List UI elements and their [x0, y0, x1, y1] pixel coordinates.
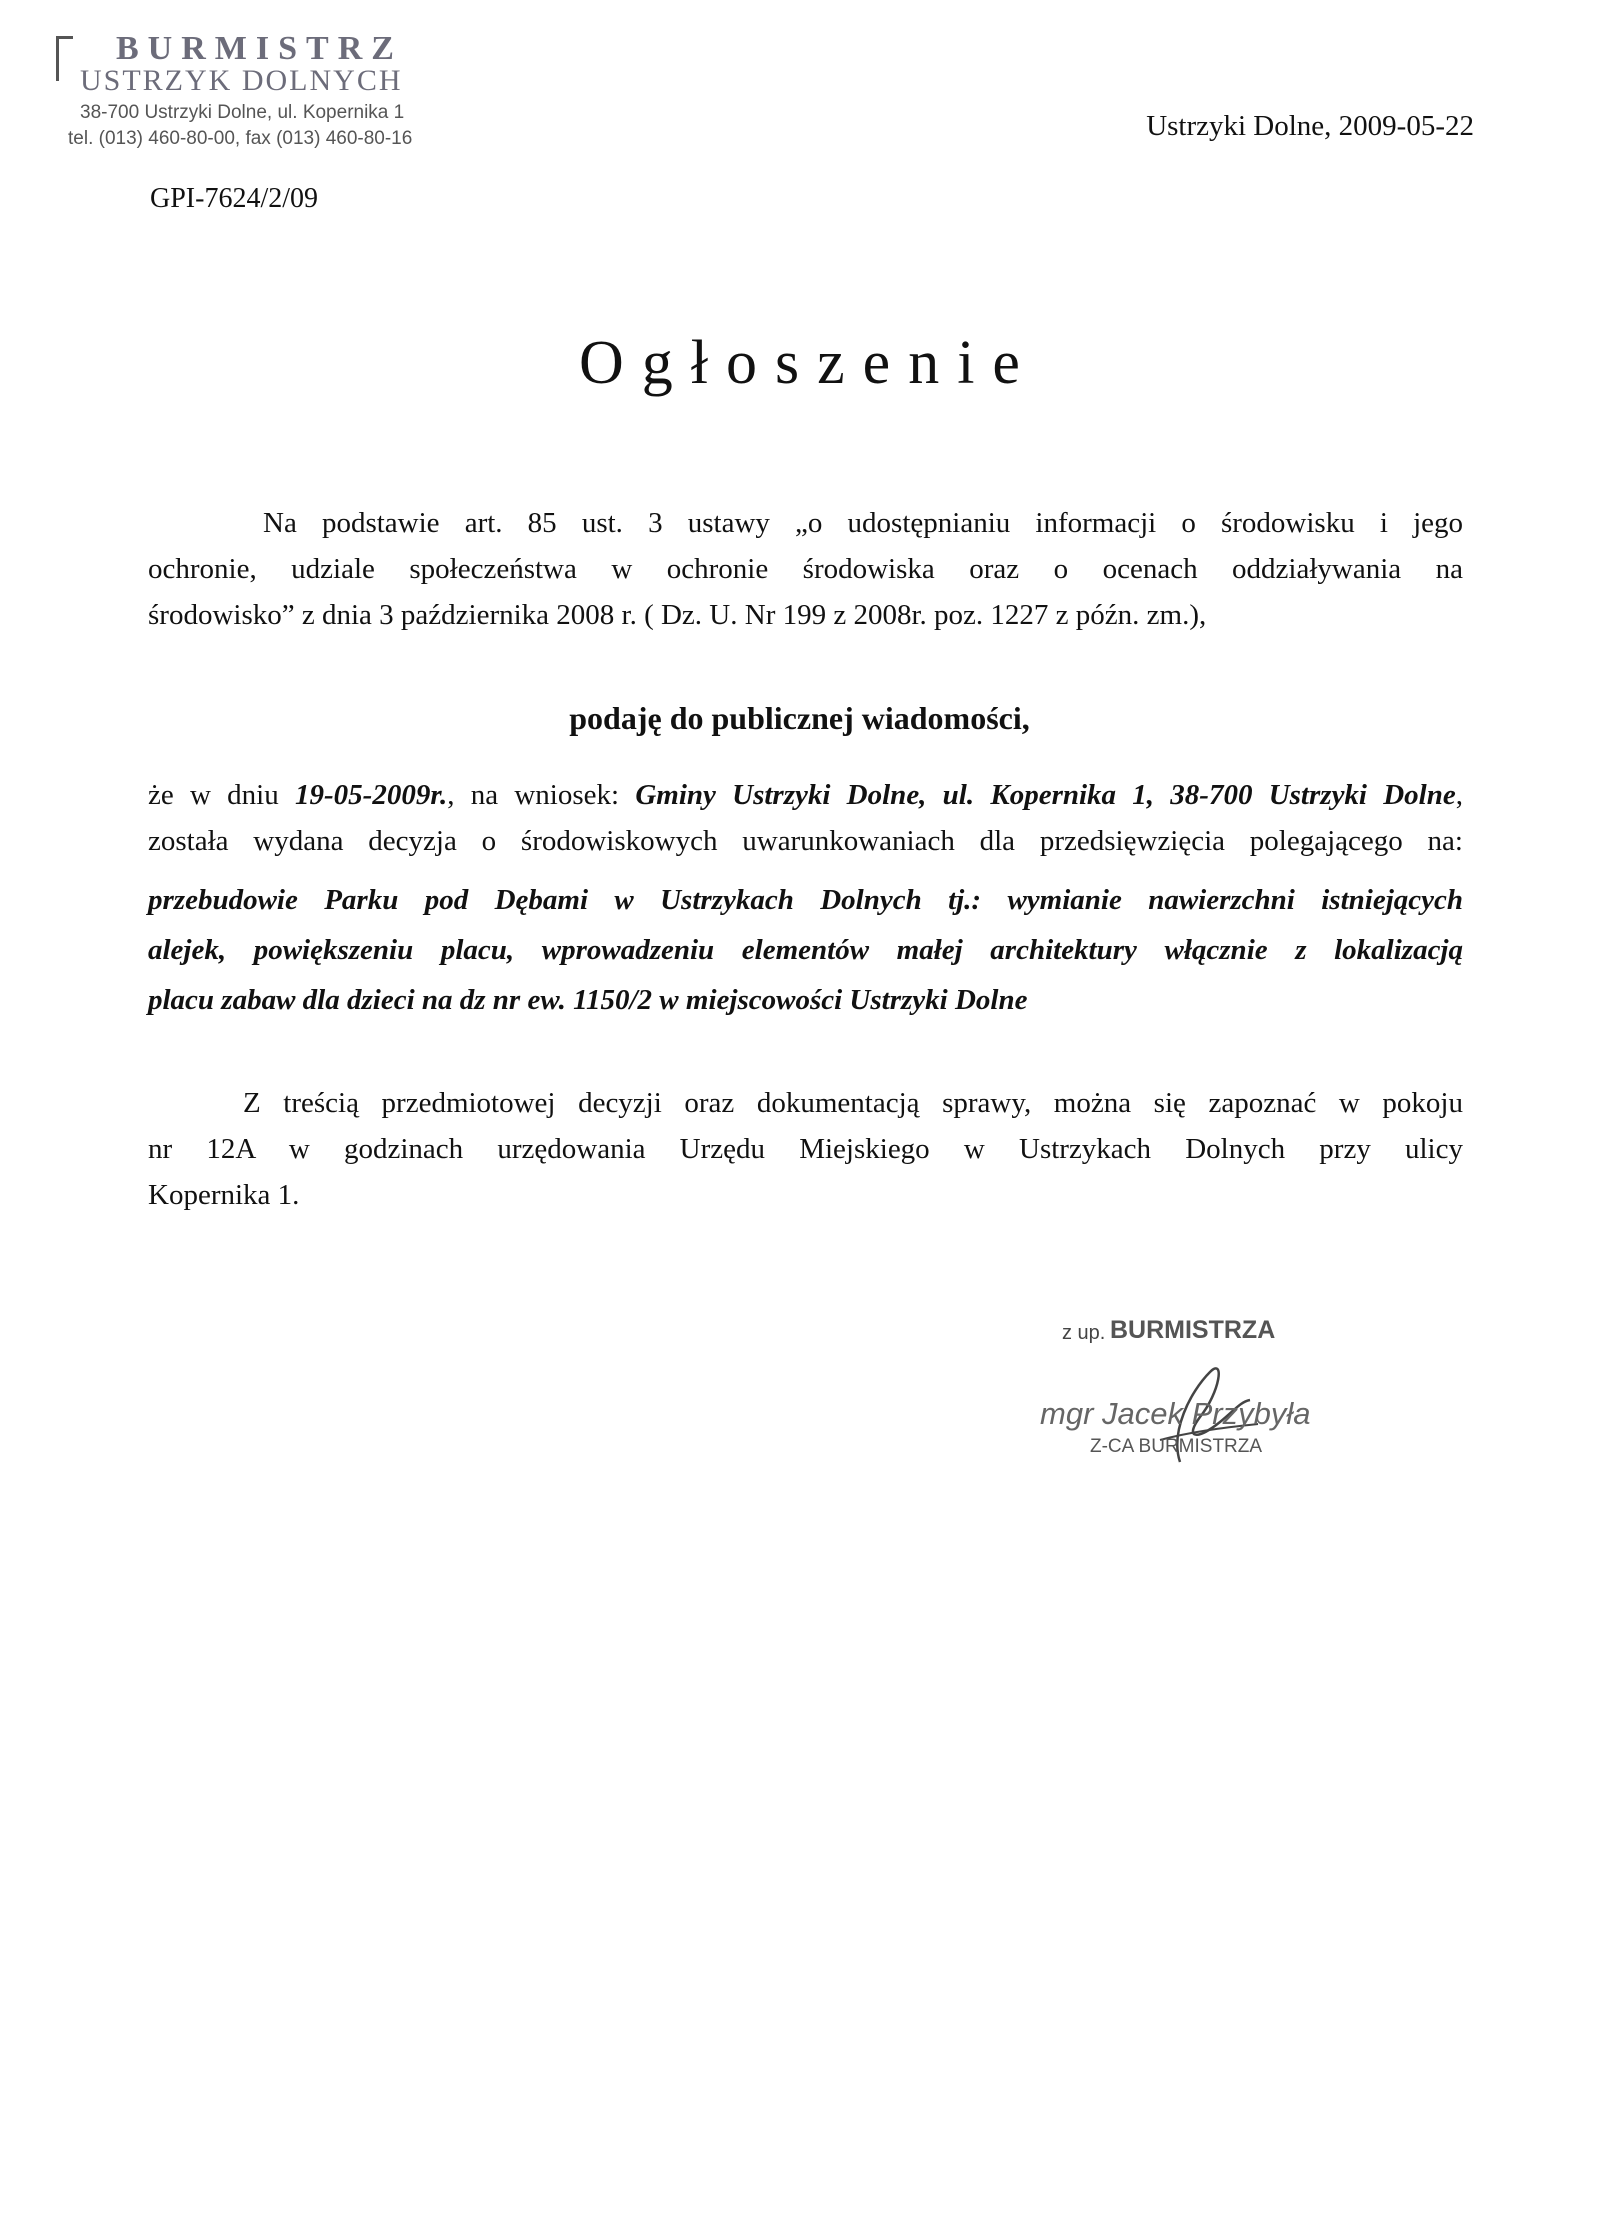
paragraph-line: Kopernika 1. — [148, 1179, 300, 1211]
stamp-office: USTRZYK DOLNYCH — [80, 64, 403, 97]
stamp-phone: tel. (013) 460-80-00, fax (013) 460-80-16 — [68, 128, 413, 149]
paragraph-line: nr 12A w godzinach urzędowania Urzędu Miejskiego w Ustrzykach Dolnych przy ulicy — [148, 1133, 1463, 1165]
signature-prefix: z up. — [1062, 1322, 1106, 1344]
document-title: Ogłoszenie — [579, 329, 1038, 397]
decision-prefix: że w dniu — [148, 779, 295, 811]
decision-suffix: , — [1455, 779, 1463, 811]
reference-number: GPI-7624/2/09 — [150, 183, 318, 214]
signatory-position: Z-CA BURMISTRZA — [1090, 1436, 1263, 1457]
paragraph-line: placu zabaw dla dzieci na dz nr ew. 1150/2 w miejscowości Ustrzyki Dolne — [148, 984, 1028, 1016]
announcement-heading: podaję do publicznej wiadomości, — [569, 700, 1030, 736]
applicant: Gminy Ustrzyki Dolne, ul. Kopernika 1, 38-700 Ustrzyki Dolne — [635, 779, 1456, 811]
paragraph-line: przebudowie Parku pod Dębami w Ustrzykach Dolnych tj.: wymianie nawierzchni istniejących — [148, 884, 1463, 916]
paragraph-line: Z treścią przedmiotowej decyzji oraz dokumentacją sprawy, można się zapoznać w pokoju — [243, 1087, 1463, 1119]
decision-paragraph — [148, 772, 1463, 864]
paragraph-line — [148, 772, 1463, 818]
place-and-date: Ustrzyki Dolne, 2009-05-22 — [1146, 110, 1474, 142]
signature-block — [1040, 1310, 1350, 1470]
stamp-address: 38-700 Ustrzyki Dolne, ul. Kopernika 1 — [80, 102, 405, 123]
paragraph-line: Na podstawie art. 85 ust. 3 ustawy „o udostępnianiu informacji o środowisku i jego — [263, 507, 1463, 539]
signatory-name: mgr Jacek Przybyła — [1040, 1396, 1311, 1431]
project-description — [148, 875, 1463, 1025]
paragraph-line: środowisko” z dnia 3 października 2008 r. ( Dz. U. Nr 199 z 2008r. poz. 1227 z późn. zm.), — [148, 599, 1207, 631]
stamp-corner-mark — [56, 36, 73, 81]
paragraph-line: ochronie, udziale społeczeństwa w ochronie środowiska oraz o ocenach oddziaływania na — [148, 553, 1463, 585]
paragraph-line: została wydana decyzja o środowiskowych uwarunkowaniach dla przedsięwzięcia polegającego na: — [148, 825, 1463, 857]
legal-basis-paragraph — [148, 500, 1463, 638]
office-stamp — [56, 30, 476, 150]
access-info-paragraph — [148, 1080, 1463, 1218]
paragraph-line: alejek, powiększeniu placu, wprowadzeniu elementów małej architektury włącznie z lokalizacją — [148, 934, 1463, 966]
decision-middle: , na wniosek: — [447, 779, 636, 811]
decision-date: 19-05-2009r. — [295, 779, 448, 811]
stamp-title: BURMISTRZ — [116, 30, 403, 67]
signature-role: BURMISTRZA — [1110, 1316, 1276, 1344]
